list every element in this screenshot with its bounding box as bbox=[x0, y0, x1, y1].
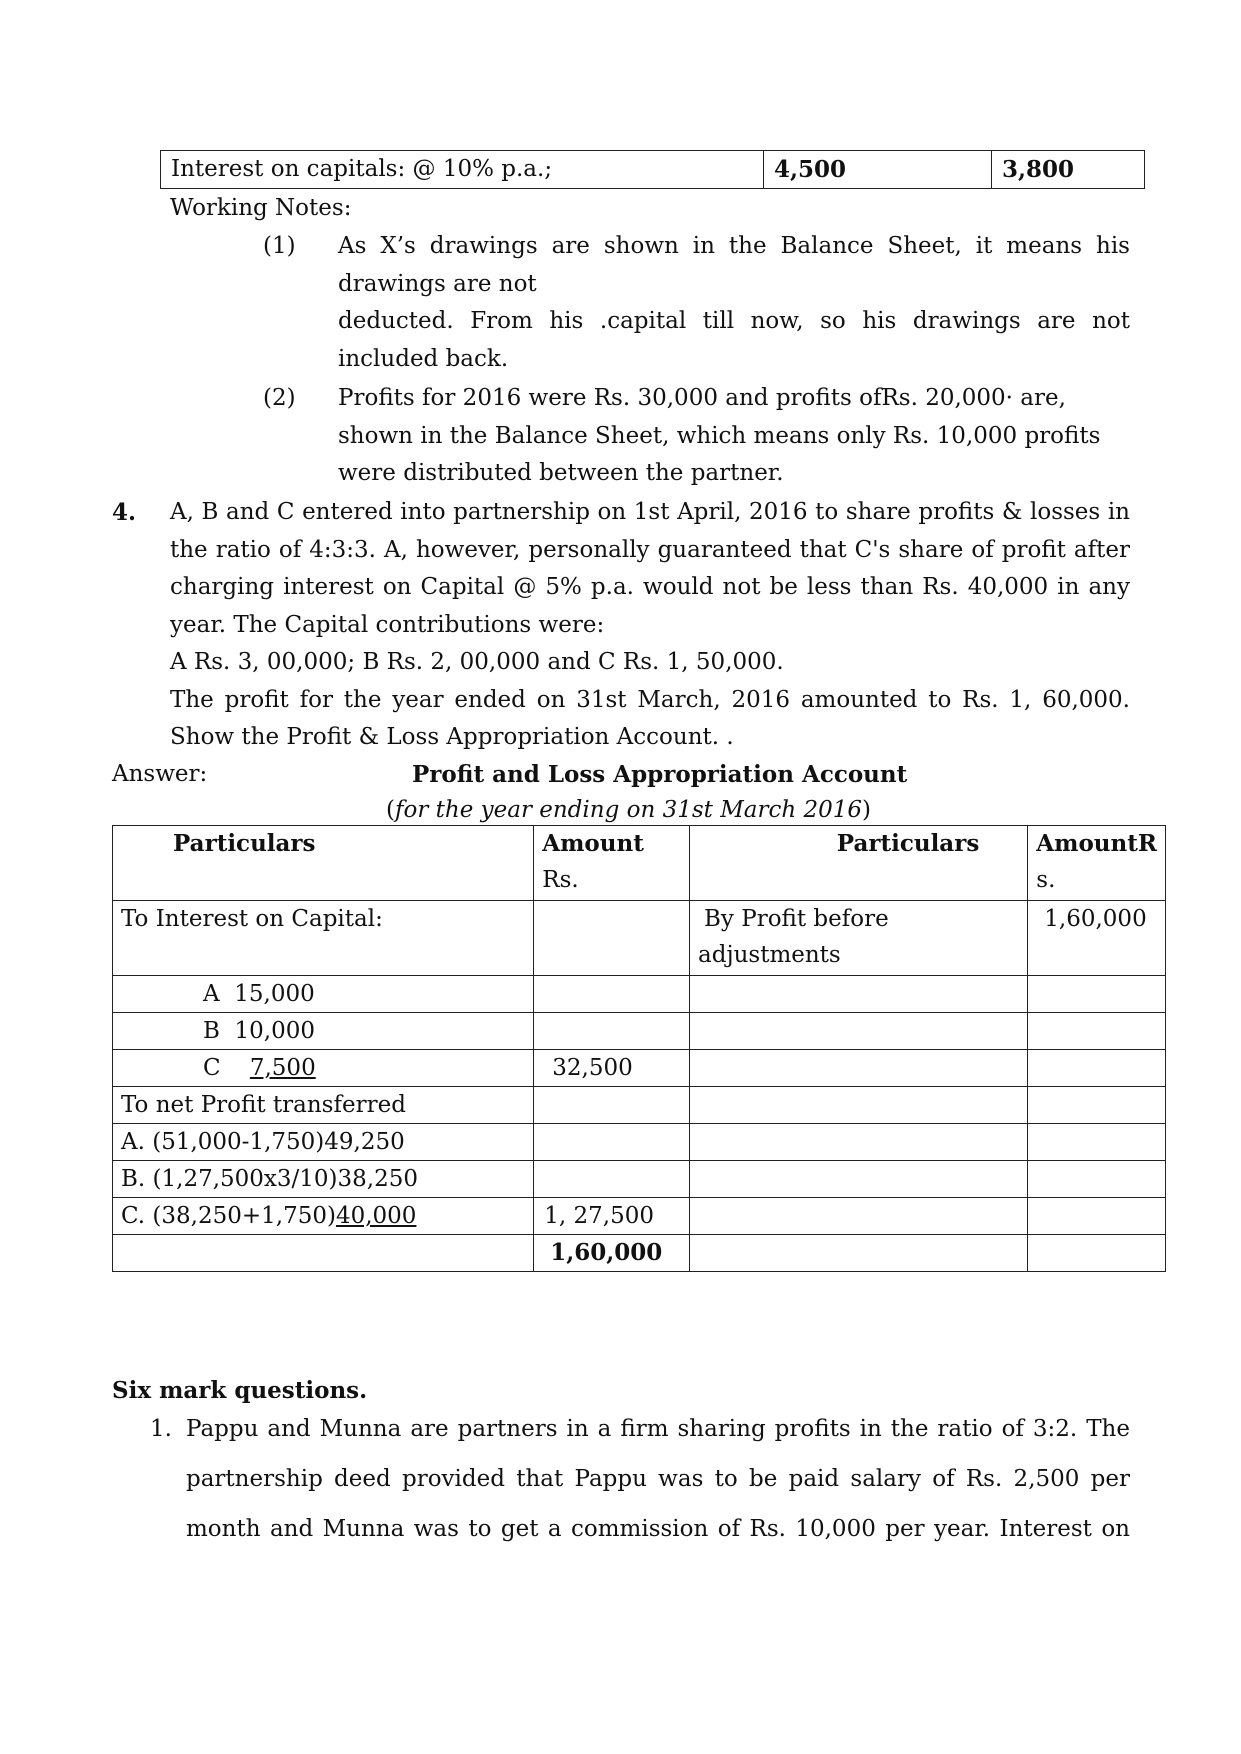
header-particulars-right: Particulars bbox=[690, 826, 1028, 901]
note-2-number: (2) bbox=[263, 385, 296, 411]
empty-cell bbox=[690, 1161, 1028, 1198]
by-profit-line: By Profit before bbox=[704, 906, 889, 932]
interest-c bbox=[113, 1050, 534, 1087]
header-amount-left bbox=[534, 826, 690, 901]
account-subtitle bbox=[386, 792, 871, 830]
header-amount-right-line: AmountR bbox=[1036, 830, 1157, 857]
empty-cell bbox=[534, 1124, 690, 1161]
empty-cell bbox=[690, 1124, 1028, 1161]
note-2-line: were distributed between the partner. bbox=[338, 460, 784, 486]
empty-cell bbox=[690, 1235, 1028, 1272]
header-amount-right-line: s. bbox=[1036, 867, 1056, 893]
six-mark-q1-line: month and Munna was to get a commission of Rs. 10,000 per year. Interest on bbox=[186, 1516, 1130, 1542]
six-mark-q1-line: Pappu and Munna are partners in a firm sharing profits in the ratio of 3:2. The bbox=[186, 1416, 1130, 1442]
question-4-line: Show the Profit & Loss Appropriation Account. . bbox=[170, 724, 734, 750]
pl-appropriation-table bbox=[112, 825, 1166, 1272]
net-profit-total: 1, 27,500 bbox=[534, 1198, 690, 1235]
by-profit-amount: 1,60,000 bbox=[1028, 901, 1166, 976]
empty-cell bbox=[534, 1161, 690, 1198]
partner-value: 15,000 bbox=[234, 981, 315, 1007]
question-4-line: A, B and C entered into partnership on 1st April, 2016 to share profits & losses in bbox=[170, 499, 1130, 525]
account-title: Profit and Loss Appropriation Account bbox=[412, 761, 908, 788]
six-mark-q1-text bbox=[186, 1404, 1130, 1554]
empty-cell bbox=[534, 1087, 690, 1124]
empty-cell bbox=[690, 1198, 1028, 1235]
net-profit-b: B. (1,27,500x3/10)38,250 bbox=[113, 1161, 534, 1198]
table-row bbox=[161, 151, 1145, 189]
interest-a bbox=[113, 976, 534, 1013]
table-row bbox=[113, 1050, 1166, 1087]
question-4-text bbox=[170, 494, 1130, 757]
note-1-line: included back. bbox=[338, 345, 509, 372]
question-4-number: 4. bbox=[112, 499, 137, 526]
empty-cell bbox=[113, 1235, 534, 1272]
interest-total: 32,500 bbox=[534, 1050, 690, 1087]
empty-cell bbox=[690, 1013, 1028, 1050]
net-profit-label: To net Profit transferred bbox=[113, 1087, 534, 1124]
interest-on-capital-label: To Interest on Capital: bbox=[113, 901, 534, 976]
by-profit-line: adjustments bbox=[698, 942, 841, 968]
table-row bbox=[113, 901, 1166, 976]
empty-cell bbox=[690, 976, 1028, 1013]
working-notes-heading: Working Notes: bbox=[170, 195, 352, 221]
empty-cell bbox=[534, 976, 690, 1013]
header-amount-rs: Rs. bbox=[542, 867, 579, 893]
note-2-text bbox=[338, 380, 1130, 493]
table-row bbox=[113, 1161, 1166, 1198]
empty-cell bbox=[534, 901, 690, 976]
empty-cell bbox=[1028, 1161, 1166, 1198]
empty-cell bbox=[1028, 976, 1166, 1013]
subtitle-paren: ) bbox=[862, 797, 871, 823]
note-1-line: drawings are not bbox=[338, 270, 537, 297]
top-table-value-1: 4,500 bbox=[764, 151, 992, 189]
partner-letter: C bbox=[203, 1055, 221, 1081]
question-4-line: charging interest on Capital @ 5% p.a. would not be less than Rs. 40,000 in any bbox=[170, 574, 1130, 600]
table-row bbox=[113, 1087, 1166, 1124]
empty-cell bbox=[690, 1087, 1028, 1124]
table-header-row bbox=[113, 826, 1166, 901]
note-1-line: As X’s drawings are shown in the Balance Sheet, it means his bbox=[338, 233, 1130, 259]
six-mark-q1-number: 1. bbox=[150, 1416, 172, 1442]
partner-value: 7,500 bbox=[249, 1055, 316, 1081]
note-1-number: (1) bbox=[263, 233, 296, 259]
question-4-line: A Rs. 3, 00,000; B Rs. 2, 00,000 and C Rs. 1, 50,000. bbox=[170, 649, 784, 675]
partner-letter: A bbox=[203, 981, 220, 1007]
empty-cell bbox=[1028, 1124, 1166, 1161]
note-2-line: Profits for 2016 were Rs. 30,000 and profits ofRs. 20,000· are, bbox=[338, 385, 1066, 411]
note-1-line: deducted. From his .capital till now, so his drawings are not bbox=[338, 308, 1130, 334]
empty-cell bbox=[1028, 1198, 1166, 1235]
answer-label: Answer: bbox=[112, 761, 208, 787]
net-c-prefix: C. (38,250+1,750) bbox=[121, 1203, 336, 1229]
note-1-text bbox=[338, 228, 1130, 378]
empty-cell bbox=[1028, 1050, 1166, 1087]
subtitle-paren: ( bbox=[386, 797, 395, 823]
empty-cell bbox=[1028, 1087, 1166, 1124]
header-particulars-left: Particulars bbox=[113, 826, 534, 901]
partner-letter: B bbox=[203, 1018, 220, 1044]
empty-cell bbox=[1028, 1013, 1166, 1050]
table-row bbox=[113, 1124, 1166, 1161]
question-4-line: year. The Capital contributions were: bbox=[170, 611, 605, 638]
by-profit-cell bbox=[690, 901, 1028, 976]
partner-value: 10,000 bbox=[234, 1018, 316, 1044]
empty-cell bbox=[690, 1050, 1028, 1087]
top-table-value-2: 3,800 bbox=[992, 151, 1145, 189]
top-table-label: Interest on capitals: @ 10% p.a.; bbox=[161, 151, 764, 189]
grand-total: 1,60,000 bbox=[534, 1235, 690, 1272]
question-4-line: the ratio of 4:3:3. A, however, personally guaranteed that C's share of profit after bbox=[170, 536, 1130, 563]
empty-cell bbox=[1028, 1235, 1166, 1272]
table-row bbox=[113, 1198, 1166, 1235]
table-row bbox=[113, 1235, 1166, 1272]
question-4-line: The profit for the year ended on 31st March, 2016 amounted to Rs. 1, 60,000. bbox=[170, 686, 1130, 713]
top-table bbox=[160, 150, 1145, 189]
net-c-value: 40,000 bbox=[335, 1203, 417, 1229]
net-profit-c bbox=[113, 1198, 534, 1235]
six-mark-heading: Six mark questions. bbox=[112, 1377, 368, 1404]
header-amount-bold: Amount bbox=[542, 830, 644, 857]
subtitle-text: for the year ending on 31st March 2016 bbox=[394, 797, 862, 823]
table-row bbox=[113, 976, 1166, 1013]
six-mark-q1-line: partnership deed provided that Pappu was to be paid salary of Rs. 2,500 per bbox=[186, 1466, 1130, 1492]
table-row bbox=[113, 1013, 1166, 1050]
interest-b bbox=[113, 1013, 534, 1050]
empty-cell bbox=[534, 1013, 690, 1050]
header-amount-right bbox=[1028, 826, 1166, 901]
note-2-line: shown in the Balance Sheet, which means only Rs. 10,000 profits bbox=[338, 422, 1101, 449]
net-profit-a: A. (51,000-1,750)49,250 bbox=[113, 1124, 534, 1161]
